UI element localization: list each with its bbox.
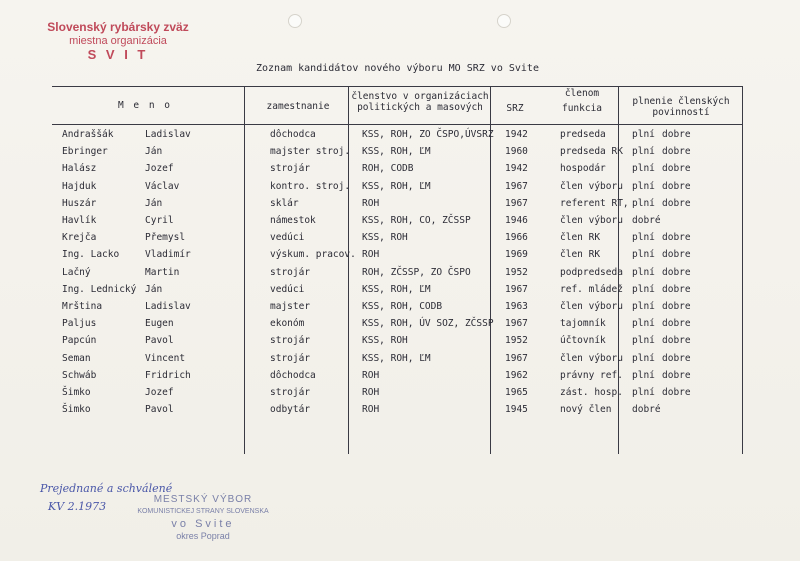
header-plnenie — [620, 96, 742, 118]
cell-duty: plní — [632, 129, 655, 140]
header-meno: M e n o — [117, 100, 173, 111]
stamp-line: vo Svite — [171, 518, 235, 530]
cell-role: zást. hosp. — [560, 387, 623, 398]
cell-name: Pavol — [145, 335, 174, 347]
cell-duty-quality: dobre — [662, 335, 691, 347]
cell-year: 1952 — [505, 335, 528, 347]
cell-year: 1966 — [505, 232, 528, 244]
cell-job: vedúci — [270, 232, 305, 244]
cell-duty-quality: dobre — [662, 249, 691, 261]
cell-role: predseda — [560, 129, 606, 140]
cell-duty: plní — [632, 249, 655, 261]
cell-duty: plní — [632, 352, 655, 364]
stamp-line: miestna organizácia — [69, 35, 167, 47]
cell-role: hospodár — [560, 163, 606, 175]
cell-duty-quality: dobre — [662, 352, 691, 364]
cell-year: 1967 — [505, 197, 528, 209]
approval-stamp — [118, 494, 288, 542]
cell-surname: Šimko — [62, 404, 91, 416]
cell-surname: Havlík — [62, 215, 97, 226]
cell-duty: plní — [632, 318, 655, 330]
cell-role: ref. mládež — [560, 283, 623, 295]
column-divider — [348, 86, 349, 454]
document-title: Zoznam kandidátov nového výboru MO SRZ vo Svite — [256, 63, 539, 74]
cell-duty: dobré — [632, 215, 661, 226]
cell-surname: Mrština — [62, 301, 103, 312]
header-funkcia: funkcia — [561, 103, 603, 114]
cell-membership: KSS, ROH, ĽM — [362, 352, 431, 364]
cell-role: člen výboru — [560, 301, 623, 312]
cell-duty-quality: dobre — [662, 232, 691, 244]
cell-role: právny ref. — [560, 369, 623, 381]
cell-membership: KSS, ROH, CO, ZČSSP — [362, 215, 471, 226]
cell-surname: Ing. Lacko — [62, 249, 120, 261]
header-clenstvo-line1: členstvo v organizáciach — [351, 91, 489, 102]
cell-year: 1963 — [505, 301, 528, 312]
cell-job: kontro. stroj. — [270, 180, 351, 192]
cell-role: člen výboru — [560, 352, 623, 364]
organization-stamp — [28, 20, 208, 62]
cell-membership: KSS, ROH, ĽM — [362, 146, 431, 158]
cell-duty: plní — [632, 335, 655, 347]
cell-role: člen RK — [560, 232, 601, 244]
cell-surname: Ebringer — [62, 146, 108, 158]
cell-name: Ján — [145, 197, 163, 209]
cell-name: Jozef — [145, 387, 174, 398]
cell-duty-quality: dobre — [662, 163, 691, 175]
cell-name: Martin — [145, 266, 180, 278]
cell-duty: plní — [632, 266, 655, 278]
cell-name: Přemysl — [145, 232, 186, 244]
cell-duty: dobré — [632, 404, 661, 416]
cell-membership: KSS, ROH — [362, 335, 408, 347]
cell-surname: Schwáb — [62, 369, 97, 381]
cell-name: Vladimír — [145, 249, 191, 261]
cell-name: Václav — [145, 180, 180, 192]
cell-surname: Paljus — [62, 318, 97, 330]
column-divider — [244, 86, 245, 454]
cell-duty: plní — [632, 301, 655, 312]
cell-job: strojár — [270, 266, 311, 278]
cell-duty: plní — [632, 283, 655, 295]
cell-role: referent RT, — [560, 197, 629, 209]
cell-year: 1945 — [505, 404, 528, 416]
cell-year: 1946 — [505, 215, 528, 226]
cell-year: 1960 — [505, 146, 528, 158]
cell-name: Fridrich — [145, 369, 191, 381]
header-plnenie-line1: plnenie členských — [632, 96, 730, 107]
cell-surname: Šimko — [62, 387, 91, 398]
cell-year: 1967 — [505, 352, 528, 364]
cell-duty-quality: dobre — [662, 301, 691, 312]
cell-duty-quality: dobre — [662, 266, 691, 278]
cell-year: 1969 — [505, 249, 528, 261]
cell-job: dôchodca — [270, 129, 316, 140]
cell-duty: plní — [632, 232, 655, 244]
cell-role: tajomník — [560, 318, 606, 330]
cell-job: vedúci — [270, 283, 305, 295]
cell-membership: ROH — [362, 249, 380, 261]
cell-role: člen RK — [560, 249, 601, 261]
cell-membership: ROH, ZČSSP, ZO ČSPO — [362, 266, 471, 278]
header-clenstvo-line2: politických a masových — [357, 102, 483, 113]
cell-membership: KSS, ROH, ÚV SOZ, ZČSSP — [362, 318, 494, 330]
cell-duty: plní — [632, 146, 655, 158]
punch-hole — [497, 14, 511, 28]
header-zamestnanie: zamestnanie — [266, 101, 330, 112]
stamp-line: KOMUNISTICKEJ STRANY SLOVENSKA — [137, 508, 269, 515]
cell-name: Ján — [145, 146, 163, 158]
cell-membership: KSS, ROH, ĽM — [362, 180, 431, 192]
cell-duty: plní — [632, 387, 655, 398]
cell-job: majster stroj. — [270, 146, 351, 158]
cell-membership: KSS, ROH, ZO ČSPO,ÚVSRZ — [362, 129, 494, 140]
cell-role: nový člen — [560, 404, 612, 416]
cell-year: 1942 — [505, 163, 528, 175]
cell-name: Cyril — [145, 215, 174, 226]
cell-membership: ROH — [362, 369, 380, 381]
cell-job: majster — [270, 301, 311, 312]
cell-year: 1942 — [505, 129, 528, 140]
cell-year: 1952 — [505, 266, 528, 278]
cell-name: Eugen — [145, 318, 174, 330]
cell-membership: KSS, ROH, CODB — [362, 301, 443, 312]
column-divider — [742, 86, 743, 454]
cell-membership: ROH, CODB — [362, 163, 414, 175]
cell-name: Ján — [145, 283, 163, 295]
table-border — [52, 86, 742, 87]
cell-surname: Krejča — [62, 232, 97, 244]
stamp-line: Slovenský rybársky zväz — [47, 20, 189, 34]
cell-membership: ROH — [362, 387, 380, 398]
cell-year: 1967 — [505, 180, 528, 192]
cell-role: predseda RK — [560, 146, 623, 158]
cell-duty: plní — [632, 180, 655, 192]
cell-membership: KSS, ROH, ĽM — [362, 283, 431, 295]
cell-role: podpredseda — [560, 266, 623, 278]
cell-job: dôchodca — [270, 369, 316, 381]
cell-surname: Lačný — [62, 266, 91, 278]
cell-name: Pavol — [145, 404, 174, 416]
cell-duty-quality: dobre — [662, 283, 691, 295]
cell-surname: Hajduk — [62, 180, 97, 192]
cell-duty-quality: dobre — [662, 369, 691, 381]
cell-year: 1967 — [505, 318, 528, 330]
cell-membership: ROH — [362, 197, 380, 209]
cell-membership: KSS, ROH — [362, 232, 408, 244]
cell-job: strojár — [270, 163, 311, 175]
cell-job: námestok — [270, 215, 316, 226]
cell-year: 1967 — [505, 283, 528, 295]
cell-duty: plní — [632, 163, 655, 175]
stamp-line: okres Poprad — [176, 531, 230, 541]
cell-duty: plní — [632, 197, 655, 209]
cell-job: odbytár — [270, 404, 311, 416]
cell-job: ekonóm — [270, 318, 305, 330]
cell-job: sklár — [270, 197, 299, 209]
cell-surname: Andraššák — [62, 129, 114, 140]
cell-duty-quality: dobre — [662, 197, 691, 209]
cell-duty-quality: dobre — [662, 146, 691, 158]
cell-job: strojár — [270, 352, 311, 364]
cell-membership: ROH — [362, 404, 380, 416]
cell-name: Jozef — [145, 163, 174, 175]
cell-surname: Ing. Lednický — [62, 283, 137, 295]
column-divider — [490, 86, 491, 454]
header-clenstvo — [350, 91, 490, 113]
cell-name: Vincent — [145, 352, 186, 364]
cell-duty-quality: dobre — [662, 129, 691, 140]
handwritten-line: KV 2.1973 — [48, 500, 107, 513]
cell-job: výskum. pracov. — [270, 249, 356, 261]
cell-surname: Seman — [62, 352, 91, 364]
cell-name: Ladislav — [145, 129, 191, 140]
cell-name: Ladislav — [145, 301, 191, 312]
punch-hole — [288, 14, 302, 28]
cell-role: člen výboru — [560, 180, 623, 192]
header-srz: SRZ — [506, 103, 524, 114]
cell-surname: Huszár — [62, 197, 97, 209]
cell-job: strojár — [270, 387, 311, 398]
cell-duty-quality: dobre — [662, 318, 691, 330]
cell-duty: plní — [632, 369, 655, 381]
cell-surname: Papcún — [62, 335, 97, 347]
stamp-line: MESTSKÝ VÝBOR — [153, 494, 253, 505]
stamp-line: S V I T — [87, 47, 149, 62]
table-border — [52, 124, 742, 125]
cell-duty-quality: dobre — [662, 180, 691, 192]
cell-year: 1962 — [505, 369, 528, 381]
cell-surname: Halász — [62, 163, 97, 175]
cell-year: 1965 — [505, 387, 528, 398]
handwritten-line: Prejednané a schválené — [40, 482, 173, 495]
cell-duty-quality: dobre — [662, 387, 691, 398]
cell-role: člen výboru — [560, 215, 623, 226]
header-clenom: členom — [564, 88, 600, 99]
header-plnenie-line2: povinností — [652, 107, 710, 118]
cell-job: strojár — [270, 335, 311, 347]
cell-role: účtovník — [560, 335, 606, 347]
